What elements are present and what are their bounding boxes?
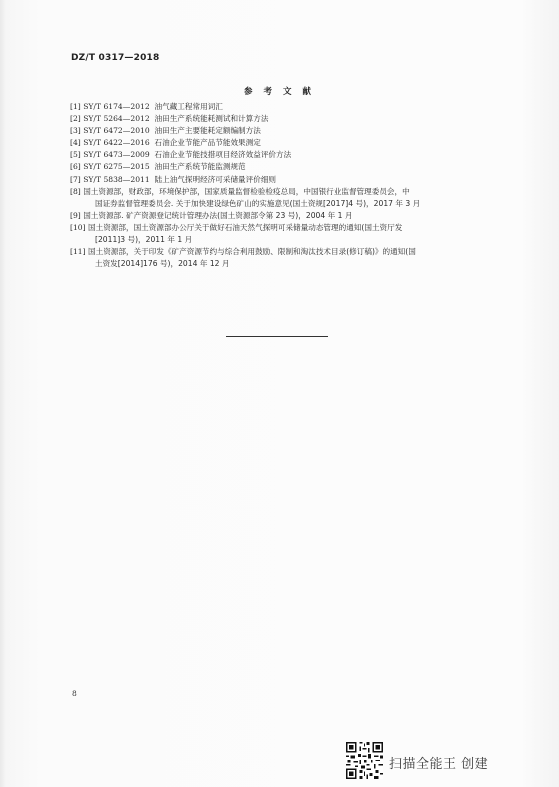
reference-title: 油气藏工程常用词汇 <box>154 102 223 111</box>
reference-text-continued: [2011]3 号)，2011 年 1 月 <box>95 235 193 245</box>
reference-text: 国土资源部，财政部，环境保护部，国家质量监督检验检疫总局，中国银行业监督管理委员会，中 <box>83 186 410 196</box>
reference-code: SY/T 6275—2015 <box>83 162 150 172</box>
reference-number: [3] <box>70 126 81 136</box>
reference-text: 国土资源部，国土资源部办公厅关于做好石油天然气探明可采储量动态管理的通知(国土资厅发 <box>88 222 403 232</box>
reference-code: SY/T 6422—2016 <box>83 138 150 148</box>
reference-title: 油田生产系统节能监测规范 <box>154 162 246 172</box>
reference-title: 油田生产主要能耗定额编制方法 <box>154 126 261 136</box>
reference-number: [9] <box>70 210 81 220</box>
reference-item <box>70 246 500 270</box>
reference-title: 油田生产系统能耗测试和计算方法 <box>154 114 269 124</box>
reference-item <box>70 125 500 137</box>
reference-title: 石油企业节能产品节能效果测定 <box>154 138 261 148</box>
reference-item <box>70 149 500 161</box>
reference-text-continued: 国证券监督管理委员会. 关于加快建设绿色矿山的实施意见(国土资规[2017]4 号)，2017 年 3 月 <box>95 198 421 208</box>
scanner-watermark-text: 扫描全能王 创建 <box>389 757 489 772</box>
reference-item <box>70 186 500 210</box>
reference-number: [4] <box>70 138 81 148</box>
reference-item <box>70 174 500 186</box>
reference-text: 国土资源部. 矿产资源登记统计管理办法(国土资源部令第 23 号)，2004 年 1 月 <box>83 210 353 220</box>
reference-item <box>70 210 500 222</box>
reference-number: [7] <box>70 174 81 184</box>
standard-code: DZ/T 0317—2018 <box>71 53 160 63</box>
end-rule <box>226 336 328 337</box>
reference-title: 陆上油气探明经济可采储量评价细则 <box>154 174 277 184</box>
page-number: 8 <box>72 689 77 698</box>
reference-code: SY/T 5838—2011 <box>83 174 150 184</box>
reference-number: [5] <box>70 150 81 160</box>
reference-text-continued: 土资发[2014]176 号)，2014 年 12 月 <box>95 259 230 269</box>
reference-code: SY/T 6473—2009 <box>83 150 150 160</box>
reference-item <box>70 101 500 113</box>
reference-item <box>70 113 500 125</box>
reference-code: SY/T 6174—2012 <box>83 102 150 111</box>
reference-number: [6] <box>70 162 81 172</box>
reference-text: 国土资源部，关于印发《矿产资源节约与综合利用鼓励、限制和淘汰技术目录(修订稿)》的通知(国 <box>88 247 416 257</box>
reference-number: [10] <box>70 222 86 232</box>
section-title: 参 考 文 献 <box>244 87 315 97</box>
qr-code-icon <box>346 742 383 779</box>
reference-number: [8] <box>70 186 81 196</box>
reference-number: [2] <box>70 114 81 124</box>
reference-code: SY/T 5264—2012 <box>83 114 150 124</box>
reference-item <box>70 161 500 173</box>
reference-item <box>70 222 500 246</box>
reference-list <box>70 101 500 270</box>
reference-item <box>70 137 500 149</box>
reference-number: [1] <box>70 102 81 111</box>
reference-number: [11] <box>70 247 86 257</box>
reference-title: 石油企业节能技措项目经济效益评价方法 <box>154 150 292 160</box>
reference-code: SY/T 6472—2010 <box>83 126 150 136</box>
